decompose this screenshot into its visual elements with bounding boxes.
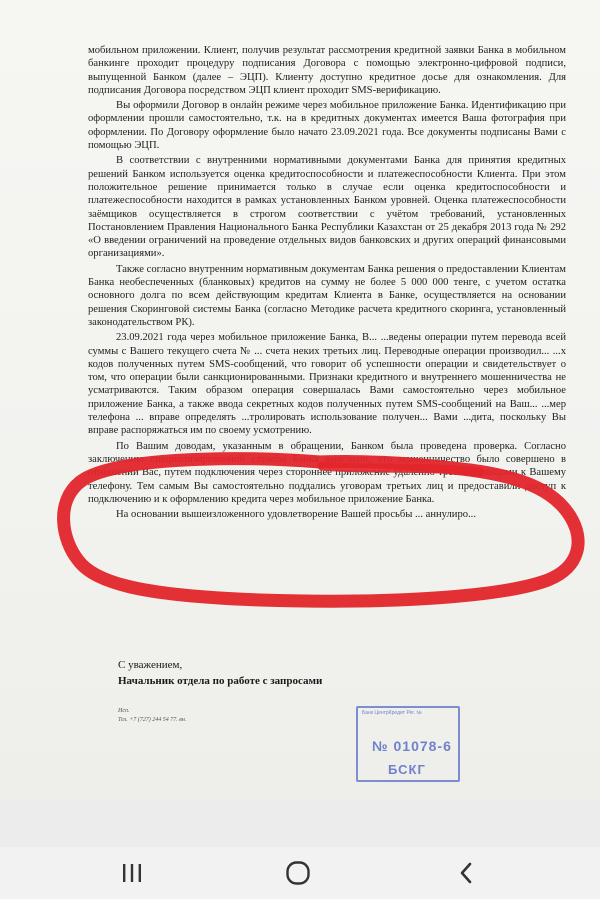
home-button[interactable] (268, 855, 328, 891)
stamp-number: № 01078-6 (372, 738, 452, 754)
signatory-title: Начальник отдела по работе с запросами (118, 675, 323, 687)
document-body (88, 44, 566, 523)
paragraph-6: По Вашим доводам, указанным в обращении, Банком была проведена проверка. Согласно заключению специализированной службы Банка выяснено, что мошенничество было совершено в отношении Вас, путем подключения через стороннее приложение удаленно третьими лицами к Вашему телефону. Тем самым Вы самостоятельно поддались уговорам третьих лиц и предоставили доступ к подключению и к оформлению кредита через мобильное приложение Банка. (88, 440, 566, 505)
contact-block (118, 707, 186, 725)
back-icon (457, 861, 475, 885)
stamp-dept: БСКГ (388, 762, 426, 777)
paragraph-2: Вы оформили Договор в онлайн режиме через мобильное приложение Банка. Идентификацию при оформлении прошли самостоятельно, т.к. на в кредитных документах имеется Ваша фотография при оформлении. По Договору оформление было начато 23.09.2021 года. Все документы подписаны Вами с помощью ЭЦП. (88, 100, 566, 152)
home-icon (285, 860, 311, 886)
phone-line: Тел. +7 (727) 244 54 77. вн. (118, 717, 187, 723)
back-button[interactable] (436, 855, 496, 891)
recents-icon (120, 862, 144, 884)
stamp-header: Банк ЦентрКредит Рег. № (362, 710, 422, 716)
recents-button[interactable] (102, 855, 162, 891)
regards-line: С уважением, (118, 659, 183, 671)
closing-block (118, 657, 322, 689)
paragraph-7: На основании вышеизложенного удовлетворение Вашей просьбы ... аннулиро... (116, 509, 476, 521)
paragraph-3: В соответствии с внутренними нормативными документами Банка для принятия кредитных решений Банком используется оценка кредитоспособности и платежеспособности Клиента. При этом положительное решение принимается только в случае если оценка кредитоспособности и платежеспособности находится в рамках установленных Банком уровней. Оценка платежеспособности заёмщиков осуществляется в строгом соответствии с учётом требований, установленных Постановлением Правления Национального Банка Республики Казахстан от 25 декабря 2013 года № 292 «О введении ограничений на проведение отдельных видов банковских и других операций финансовыми организациями». (88, 155, 566, 260)
paragraph-4: Также согласно внутренним нормативным документам Банка решения о предоставлении Клиентам Банка необеспеченных (бланковых) кредитов на сумму не более 5 000 000 тенге, с учетом остатка основного долга по всем действующим кредитам Клиента в Банке, осуществляется на основании решения Скоринговой системы Банка (согласно Методике расчета кредитного скоринга, установленный законодательством РК). (88, 263, 566, 328)
executor-line: Исп. (118, 708, 130, 714)
bank-stamp (356, 706, 460, 782)
android-nav-bar (0, 847, 600, 899)
paragraph-1: мобильном приложении. Клиент, получив результат рассмотрения кредитной заявки Банка в мобильном банкинге проходит процедуру подписания Договора с помощью электронно-цифровой подписи, выпущенной Банком (далее – ЭЦП). Клиенту доступно кредитное досье для ознакомления. Для подписания Договора посредством ЭЦП клиент проходит SMS-верификацию. (88, 45, 566, 96)
paragraph-5: 23.09.2021 года через мобильное приложение Банка, В... ...ведены операции путем перевода всей суммы с Вашего текущего счета № ... счета неких третьих лиц. Переводные операции производил... ...х кодов полученных путем SMS-сообщений, что говорит об успешности операции и свидетельствует о том, что операции были санкционированными. Признаки кредитного и внутреннего мошенничества не усматриваются. Таким образом операция совершалась Вами самостоятельно через мобильное приложение Банка, а также ввода секретных кодов полученных путем SMS-сообщений на Ваш... ...мер телефона ... вправе определять ...тролировать использование получен... Вами ...дита, поскольку Вы вправе распоряжаться им по своему усмотрению. (88, 332, 566, 437)
